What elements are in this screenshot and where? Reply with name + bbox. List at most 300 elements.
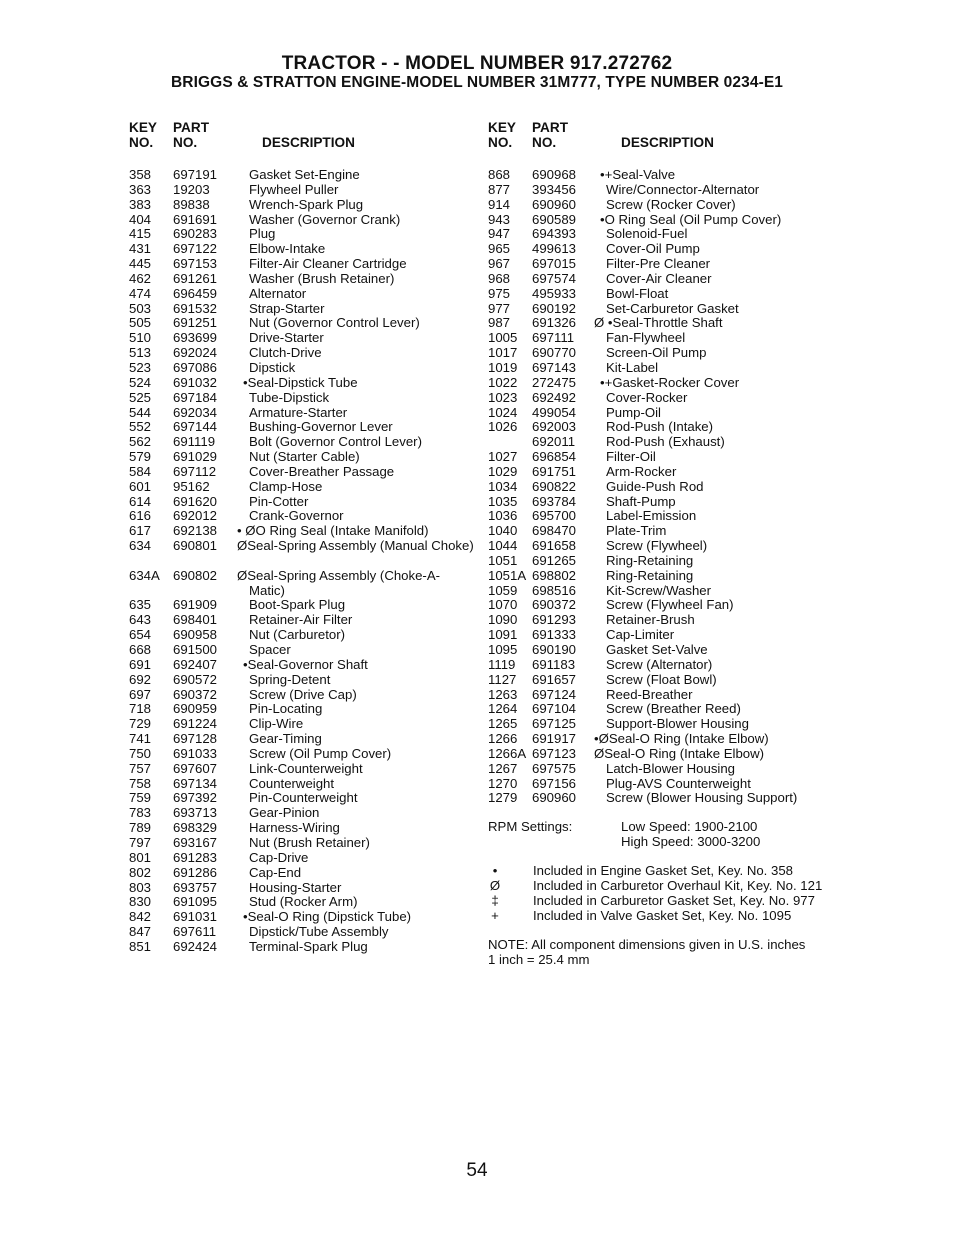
table-row <box>129 791 474 806</box>
key-number: 1017 <box>488 345 518 361</box>
table-row <box>129 673 474 688</box>
part-number: 697124 <box>532 686 577 702</box>
part-description: Solenoid-Fuel <box>606 226 688 242</box>
key-number: 601 <box>129 478 152 494</box>
table-row <box>488 569 833 584</box>
key-number: 1119 <box>488 656 516 672</box>
part-number: 495933 <box>532 285 577 301</box>
table-row <box>129 331 474 346</box>
part-description: Spacer <box>249 642 291 657</box>
key-number: 987 <box>488 315 511 331</box>
key-number: 445 <box>129 256 152 272</box>
part-number: 690801 <box>173 538 218 554</box>
key-number: 1095 <box>488 642 518 657</box>
key-number: 1265 <box>488 716 518 732</box>
table-row <box>129 569 474 599</box>
part-number: 693757 <box>173 879 218 895</box>
part-description: Cover-Rocker <box>606 389 688 405</box>
part-description: •O Ring Seal (Oil Pump Cover) <box>600 211 782 227</box>
part-description: Pin-Counterweight <box>249 790 358 806</box>
part-description: Tube-Dipstick <box>249 389 330 405</box>
part-description: Harness-Wiring <box>249 820 340 836</box>
part-number: 691119 <box>173 434 216 450</box>
table-row <box>488 183 833 198</box>
table-row <box>488 480 833 495</box>
parts-rows-right <box>488 168 833 806</box>
parts-list-left <box>129 120 474 955</box>
key-number: 741 <box>129 731 152 747</box>
part-description: Gear-Pinion <box>249 805 320 821</box>
part-number: 698401 <box>173 612 218 628</box>
part-number: 690958 <box>173 627 218 643</box>
part-description: Flywheel Puller <box>249 181 339 197</box>
table-row <box>488 688 833 703</box>
part-description: Plug-AVS Counterweight <box>606 775 751 791</box>
part-number: 692424 <box>173 938 218 954</box>
part-description: •+Seal-Valve <box>600 167 676 182</box>
part-number: 692011 <box>532 434 576 450</box>
key-number: 975 <box>488 285 511 301</box>
part-header-no: NO. <box>532 135 557 150</box>
part-number: 691532 <box>173 300 218 316</box>
table-row <box>488 777 833 792</box>
footnote <box>488 864 833 879</box>
footnotes <box>488 864 833 923</box>
part-description: Screw (Alternator) <box>606 656 713 672</box>
table-row <box>129 495 474 510</box>
table-row <box>488 391 833 406</box>
key-number: 523 <box>129 359 152 375</box>
part-number: 690959 <box>173 701 218 717</box>
key-number: 789 <box>129 820 152 836</box>
part-description: Counterweight <box>249 775 335 791</box>
part-description: Dipstick/Tube Assembly <box>249 924 389 940</box>
part-number: 691909 <box>173 597 218 613</box>
key-number: 691 <box>129 656 152 672</box>
part-description: Rod-Push (Exhaust) <box>606 434 725 450</box>
part-description: Boot-Spark Plug <box>249 597 346 613</box>
table-row <box>488 524 833 539</box>
part-description: Gasket Set-Valve <box>606 642 708 657</box>
table-row <box>129 524 474 539</box>
key-number: 1029 <box>488 463 518 479</box>
table-row <box>488 435 833 450</box>
key-number: 643 <box>129 612 152 628</box>
part-description: Gasket Set-Engine <box>249 167 360 182</box>
part-description: ØSeal-Spring Assembly (Manual Choke) <box>237 538 474 554</box>
part-number: 697086 <box>173 359 218 375</box>
key-number: 847 <box>129 924 152 940</box>
table-row <box>129 821 474 836</box>
table-row <box>488 450 833 465</box>
key-number: 358 <box>129 167 152 182</box>
part-number: 691033 <box>173 745 218 761</box>
part-number: 691265 <box>532 552 577 568</box>
key-number: 1266A <box>488 745 527 761</box>
part-description: ØSeal-O Ring (Intake Elbow) <box>594 745 765 761</box>
part-description: • ØO Ring Seal (Intake Manifold) <box>237 523 429 539</box>
part-number: 697111 <box>532 330 575 346</box>
key-number: 802 <box>129 864 152 880</box>
part-description: Screw (Flywheel Fan) <box>606 597 734 613</box>
key-number: 692 <box>129 671 152 687</box>
table-row <box>488 361 833 376</box>
part-description: Latch-Blower Housing <box>606 760 736 776</box>
part-number: 697574 <box>532 270 577 286</box>
part-number: 698516 <box>532 582 577 598</box>
key-number: 562 <box>129 434 152 450</box>
table-row <box>129 420 474 435</box>
part-number: 694393 <box>532 226 577 242</box>
key-number: 968 <box>488 270 511 286</box>
part-description: Drive-Starter <box>249 330 324 346</box>
table-row <box>129 643 474 658</box>
key-number: 1040 <box>488 523 518 539</box>
part-number: 691500 <box>173 642 218 657</box>
part-number: 691095 <box>173 894 218 910</box>
part-description: Fan-Flywheel <box>606 330 686 346</box>
key-number: 668 <box>129 642 152 657</box>
part-description: Screw (Rocker Cover) <box>606 196 736 212</box>
key-number: 1090 <box>488 612 518 628</box>
table-row <box>488 420 833 435</box>
part-description: Nut (Carburetor) <box>249 627 346 643</box>
part-description: Nut (Starter Cable) <box>249 449 360 465</box>
part-description: Spring-Detent <box>249 671 331 687</box>
table-row <box>129 391 474 406</box>
part-number: 691751 <box>532 463 577 479</box>
part-number: 691658 <box>532 538 577 554</box>
table-row <box>488 673 833 688</box>
part-description: Rod-Push (Intake) <box>606 419 714 435</box>
table-row <box>488 257 833 272</box>
part-number: 693167 <box>173 834 218 850</box>
part-description: Shaft-Pump <box>606 493 676 509</box>
key-header: KEY <box>488 120 516 135</box>
part-description: Screw (Oil Pump Cover) <box>249 745 392 761</box>
key-number: 462 <box>129 270 152 286</box>
key-number: 634A <box>129 567 160 583</box>
part-number: 692138 <box>173 523 218 539</box>
part-number: 691283 <box>173 849 218 865</box>
key-number: 1070 <box>488 597 518 613</box>
part-description: Pin-Cotter <box>249 493 309 509</box>
table-row <box>488 465 833 480</box>
key-number: 697 <box>129 686 152 702</box>
table-row <box>129 806 474 821</box>
part-number: 698329 <box>173 820 218 836</box>
key-number: 1059 <box>488 582 518 598</box>
key-number: 431 <box>129 241 152 257</box>
key-number: 510 <box>129 330 152 346</box>
parts-rows-left <box>129 168 474 955</box>
part-description: Armature-Starter <box>249 404 348 420</box>
part-number: 691620 <box>173 493 218 509</box>
key-number: 363 <box>129 181 152 197</box>
table-row <box>129 183 474 198</box>
part-number: 697125 <box>532 716 577 732</box>
table-row <box>488 747 833 762</box>
part-number: 697104 <box>532 701 577 717</box>
table-row <box>129 539 474 569</box>
table-row <box>129 346 474 361</box>
table-row <box>129 406 474 421</box>
table-row <box>129 762 474 777</box>
table-row <box>488 495 833 510</box>
part-number: 697607 <box>173 760 218 776</box>
part-number: 697392 <box>173 790 218 806</box>
part-description: Filter-Oil <box>606 449 656 465</box>
key-number: 1036 <box>488 508 518 524</box>
table-row <box>129 480 474 495</box>
key-number: 383 <box>129 196 152 212</box>
part-description: •ØSeal-O Ring (Intake Elbow) <box>594 731 769 747</box>
key-number: 718 <box>129 701 152 717</box>
table-row <box>129 717 474 732</box>
key-number: 750 <box>129 745 152 761</box>
key-number: 1266 <box>488 731 518 747</box>
part-number: 690589 <box>532 211 577 227</box>
part-number: 697134 <box>173 775 218 791</box>
part-description: Filter-Pre Cleaner <box>606 256 711 272</box>
table-row <box>488 213 833 228</box>
part-number: 697122 <box>173 241 218 257</box>
part-number: 690960 <box>532 196 577 212</box>
table-row <box>129 598 474 613</box>
part-description: Bushing-Governor Lever <box>249 419 393 435</box>
table-row <box>488 316 833 331</box>
key-number: 1091 <box>488 627 518 643</box>
key-number: 513 <box>129 345 152 361</box>
table-row <box>129 361 474 376</box>
part-number: 697112 <box>173 463 217 479</box>
part-description: Kit-Label <box>606 359 659 375</box>
part-number: 691224 <box>173 716 218 732</box>
part-description: Washer (Governor Crank) <box>249 211 401 227</box>
table-row <box>488 791 833 806</box>
key-number: 868 <box>488 167 511 182</box>
part-description: Retainer-Brush <box>606 612 695 628</box>
table-row <box>129 658 474 673</box>
part-description: Screw (Flywheel) <box>606 538 708 554</box>
part-number: 690770 <box>532 345 577 361</box>
key-number: 1044 <box>488 538 518 554</box>
part-number: 692024 <box>173 345 218 361</box>
part-number: 692003 <box>532 419 577 435</box>
part-description: Wire/Connector-Alternator <box>606 181 760 197</box>
key-number: 503 <box>129 300 152 316</box>
rpm-high-speed: High Speed: 3000-3200 <box>621 834 761 850</box>
table-row <box>488 762 833 777</box>
key-number: 635 <box>129 597 152 613</box>
key-header-no: NO. <box>488 135 513 150</box>
table-row <box>488 287 833 302</box>
key-number: 803 <box>129 879 152 895</box>
key-header-no: NO. <box>129 135 154 150</box>
footnote-text: Included in Carburetor Gasket Set, Key. No. 977 <box>533 892 815 908</box>
part-description: Nut (Brush Retainer) <box>249 834 370 850</box>
part-description: Screen-Oil Pump <box>606 345 707 361</box>
key-number: 1022 <box>488 374 518 390</box>
part-number: 499613 <box>532 241 577 257</box>
part-description: Pump-Oil <box>606 404 661 420</box>
key-number: 967 <box>488 256 511 272</box>
part-description: Ø •Seal-Throttle Shaft <box>594 315 723 331</box>
table-row <box>129 895 474 910</box>
table-row <box>129 940 474 955</box>
part-number: 690372 <box>532 597 577 613</box>
page-number: 54 <box>466 1160 488 1181</box>
table-row <box>488 732 833 747</box>
part-description: Plug <box>249 226 276 242</box>
table-row <box>488 227 833 242</box>
key-number: 525 <box>129 389 152 405</box>
part-number: 691326 <box>532 315 577 331</box>
part-description: Plate-Trim <box>606 523 667 539</box>
part-number: 89838 <box>173 196 210 212</box>
note <box>488 938 833 968</box>
page-subtitle: BRIGGS & STRATTON ENGINE-MODEL NUMBER 31M777, TYPE NUMBER 0234-E1 <box>171 74 783 91</box>
table-row <box>129 836 474 851</box>
key-number: 943 <box>488 211 511 227</box>
table-row <box>488 376 833 391</box>
part-number: 697191 <box>173 167 218 182</box>
table-row <box>129 287 474 302</box>
key-number: 634 <box>129 538 152 554</box>
part-description: Cover-Breather Passage <box>249 463 395 479</box>
key-number: 1019 <box>488 359 518 375</box>
table-row <box>129 213 474 228</box>
part-number: 690190 <box>532 642 577 657</box>
table-row <box>129 227 474 242</box>
part-description: Strap-Starter <box>249 300 325 316</box>
part-description: Support-Blower Housing <box>606 716 749 732</box>
part-description: Filter-Air Cleaner Cartridge <box>249 256 407 272</box>
part-number: 690822 <box>532 478 577 494</box>
table-row <box>488 509 833 524</box>
parts-list-right <box>488 120 833 967</box>
table-row <box>488 168 833 183</box>
description-header: DESCRIPTION <box>621 135 714 150</box>
part-number: 691333 <box>532 627 577 643</box>
table-row <box>488 658 833 673</box>
part-number: 696459 <box>173 285 218 301</box>
part-number: 696854 <box>532 449 577 465</box>
part-number: 693713 <box>173 805 218 821</box>
column-header <box>129 120 474 168</box>
part-description: Bolt (Governor Control Lever) <box>249 434 422 450</box>
key-number: 830 <box>129 894 152 910</box>
table-row <box>129 613 474 628</box>
table-row <box>129 866 474 881</box>
key-number: 404 <box>129 211 152 227</box>
part-description: Alternator <box>249 285 307 301</box>
rpm-low-speed: Low Speed: 1900-2100 <box>621 819 758 835</box>
part-description: Retainer-Air Filter <box>249 612 353 628</box>
part-number: 693699 <box>173 330 218 346</box>
part-number: 693784 <box>532 493 577 509</box>
part-header-no: NO. <box>173 135 198 150</box>
key-number: 1279 <box>488 790 518 806</box>
part-description: Ring-Retaining <box>606 552 694 568</box>
table-row <box>129 910 474 925</box>
table-row <box>129 777 474 792</box>
table-row <box>129 450 474 465</box>
part-number: 692407 <box>173 656 218 672</box>
part-number: 690968 <box>532 167 577 182</box>
table-row <box>129 435 474 450</box>
part-description: •Seal-Dipstick Tube <box>243 374 358 390</box>
part-description: Pin-Locating <box>249 701 323 717</box>
part-number: 692012 <box>173 508 218 524</box>
table-row <box>129 851 474 866</box>
table-row <box>129 376 474 391</box>
part-description: Elbow-Intake <box>249 241 326 257</box>
key-number: 1023 <box>488 389 518 405</box>
key-number: 616 <box>129 508 152 524</box>
part-number: 691183 <box>532 656 576 672</box>
part-description: Wrench-Spark Plug <box>249 196 364 212</box>
key-number: 524 <box>129 374 152 390</box>
table-row <box>129 198 474 213</box>
part-description: Clamp-Hose <box>249 478 323 494</box>
part-number: 691251 <box>173 315 218 331</box>
key-number: 757 <box>129 760 152 776</box>
part-description: Screw (Drive Cap) <box>249 686 357 702</box>
part-description: Cap-Drive <box>249 849 309 865</box>
key-number: 758 <box>129 775 152 791</box>
note-dimensions: NOTE: All component dimensions given in U.S. inches <box>488 936 806 952</box>
part-description: Cover-Air Cleaner <box>606 270 712 286</box>
key-number: 1127 <box>488 671 517 687</box>
table-row <box>129 688 474 703</box>
part-number: 698802 <box>532 567 577 583</box>
part-number: 697611 <box>173 924 217 940</box>
table-row <box>488 598 833 613</box>
description-header: DESCRIPTION <box>262 135 355 150</box>
part-description: Cover-Oil Pump <box>606 241 700 257</box>
part-description: Cap-Limiter <box>606 627 675 643</box>
table-row <box>129 302 474 317</box>
table-row <box>488 406 833 421</box>
footnote-symbol: ‡ <box>491 892 499 908</box>
part-number: 691293 <box>532 612 577 628</box>
part-number: 691657 <box>532 671 577 687</box>
key-number: 1027 <box>488 449 518 465</box>
key-number: 965 <box>488 241 511 257</box>
footnote-text: Included in Engine Gasket Set, Key. No. 358 <box>533 863 794 879</box>
key-number: 797 <box>129 834 152 850</box>
key-number: 914 <box>488 196 511 212</box>
part-number: 690283 <box>173 226 218 242</box>
table-row <box>129 628 474 643</box>
table-row <box>488 584 833 599</box>
page-title: TRACTOR - - MODEL NUMBER 917.272762 <box>281 53 673 74</box>
key-number: 842 <box>129 909 152 925</box>
key-number: 505 <box>129 315 152 331</box>
part-description: Crank-Governor <box>249 508 344 524</box>
part-number: 697156 <box>532 775 577 791</box>
key-header: KEY <box>129 120 157 135</box>
part-description: Screw (Blower Housing Support) <box>606 790 798 806</box>
part-description: Nut (Governor Control Lever) <box>249 315 420 331</box>
table-row <box>488 302 833 317</box>
table-row <box>129 925 474 940</box>
part-description: Kit-Screw/Washer <box>606 582 712 598</box>
key-number: 415 <box>129 226 152 242</box>
table-row <box>488 702 833 717</box>
key-number: 552 <box>129 419 152 435</box>
